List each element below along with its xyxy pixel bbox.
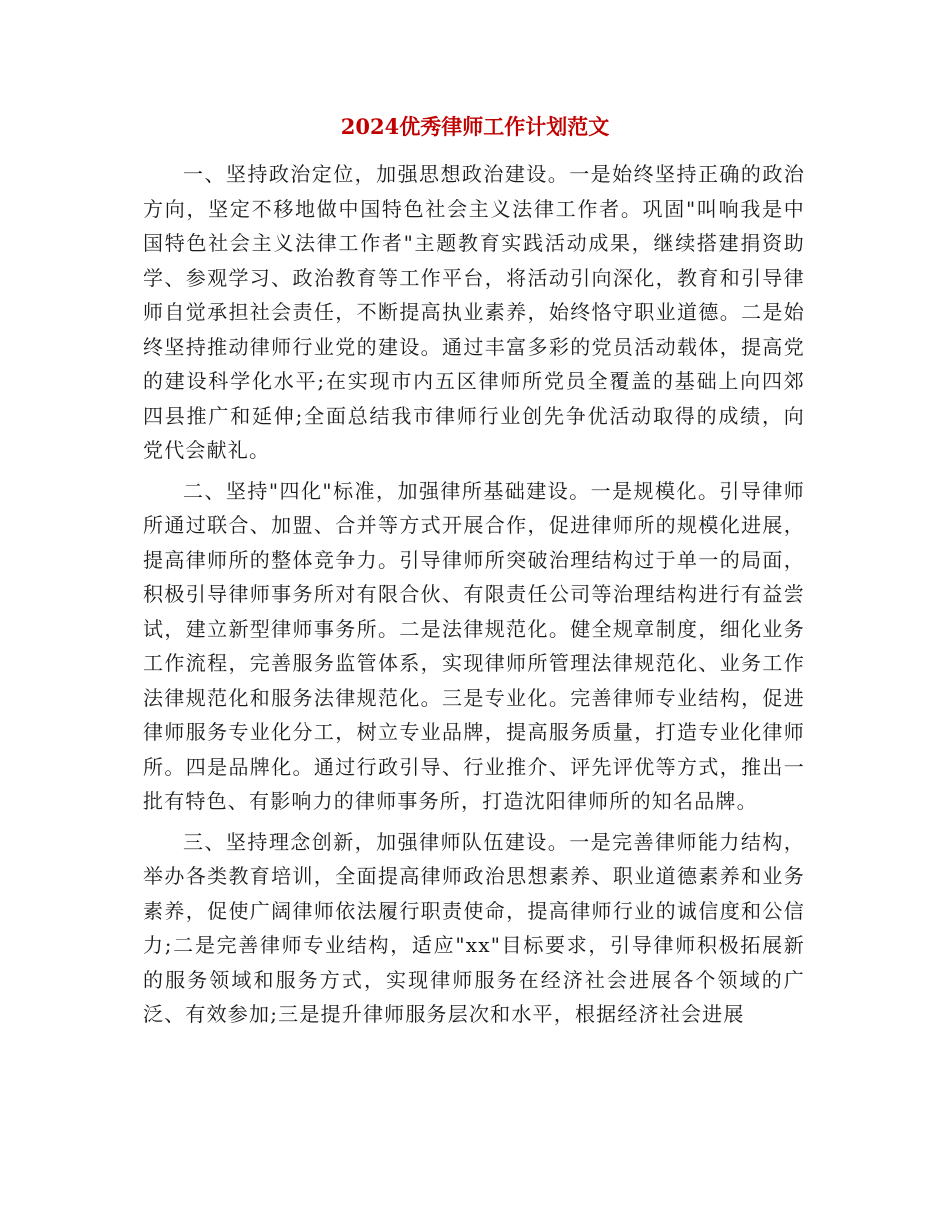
document-title: 2024优秀律师工作计划范文: [340, 114, 610, 139]
paragraph-2: 二、坚持"四化"标准，加强律所基础建设。一是规模化。引导律师所通过联合、加盟、合并等方式开展合作，促进律师所的规模化进展，提高律师所的整体竞争力。引导律师所突破治理结构过于单一的局面，积极引导律师事务所对有限合伙、有限责任公司等治理结构进行有益尝试，建立新型律师事务所。二是法律规范化。健全规章制度，细化业务工作流程，完善服务监管体系，实现律师所管理法律规范化、业务工作法律规范化和服务法律规范化。三是专业化。完善律师专业结构，促进律师服务专业化分工，树立专业品牌，提高服务质量，打造专业化律师所。四是品牌化。通过行政引导、行业推介、评先评优等方式，推出一批有特色、有影响力的律师事务所，打造沈阳律师所的知名品牌。: [143, 478, 805, 813]
paragraph-3: 三、坚持理念创新，加强律师队伍建设。一是完善律师能力结构，举办各类教育培训，全面提高律师政治思想素养、职业道德素养和业务素养，促使广阔律师依法履行职责使命，提高律师行业的诚信度和公信力;二是完善律师专业结构，适应"xx"目标要求，引导律师积极拓展新的服务领域和服务方式，实现律师服务在经济社会进展各个领域的广泛、有效参加;三是提升律师服务层次和水平，根据经济社会进展: [143, 829, 805, 1026]
paragraph-1: 一、坚持政治定位，加强思想政治建设。一是始终坚持正确的政治方向，坚定不移地做中国特色社会主义法律工作者。巩固"叫响我是中国特色社会主义法律工作者"主题教育实践活动成果，继续搭建捐资助学、参观学习、政治教育等工作平台，将活动引向深化，教育和引导律师自觉承担社会责任，不断提高执业素养，始终恪守职业道德。二是始终坚持推动律师行业党的建设。通过丰富多彩的党员活动载体，提高党的建设科学化水平;在实现市内五区律师所党员全覆盖的基础上向四郊四县推广和延伸;全面总结我市律师行业创先争优活动取得的成绩，向党代会献礼。: [143, 162, 805, 462]
document-body: [143, 157, 805, 1038]
